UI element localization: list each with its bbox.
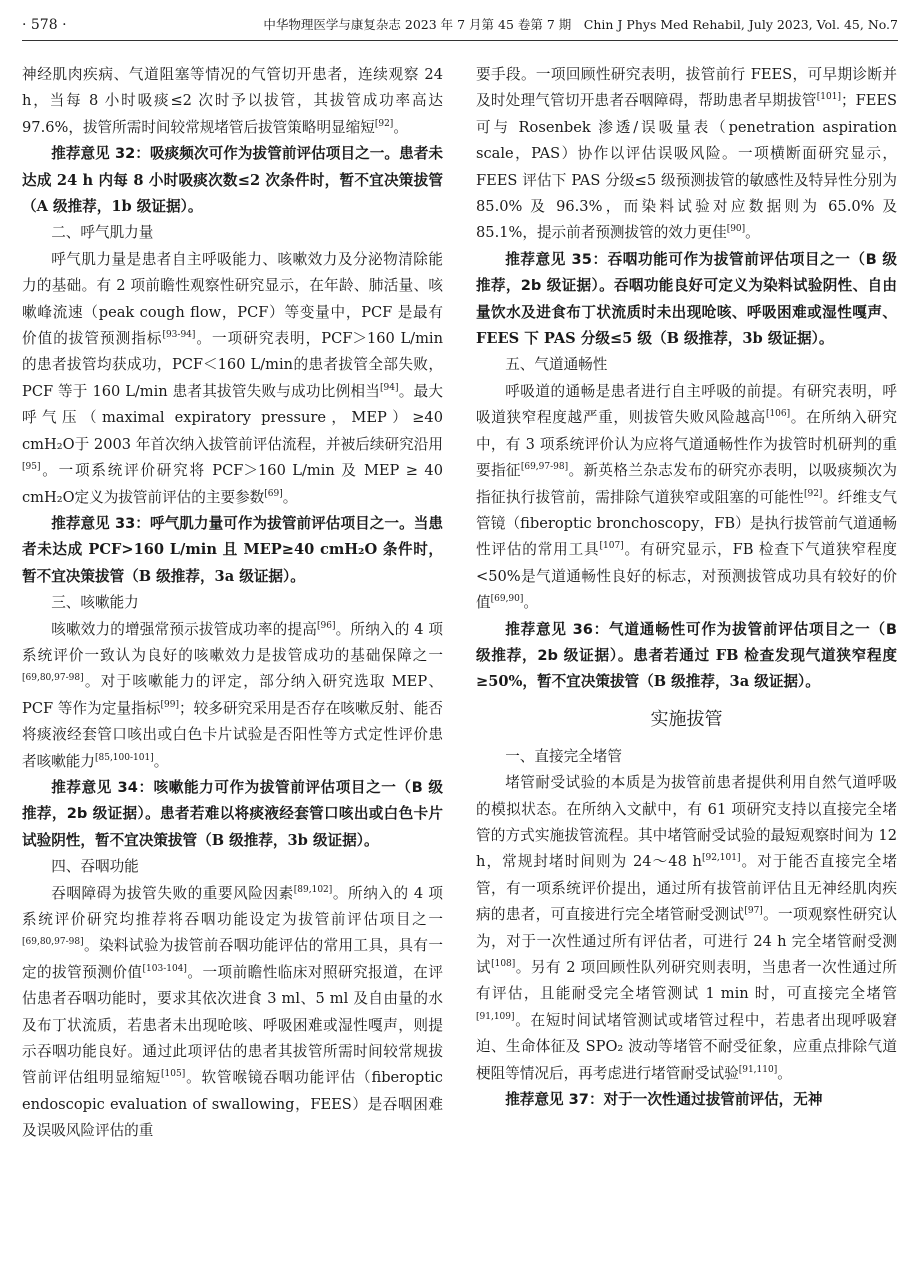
citation[interactable]: [107] [599, 541, 624, 552]
recommendation-35: 推荐意见 35：吞咽功能可作为拔管前评估项目之一（B 级推荐，2b 级证据）。吞咽功能良好可定义为染料试验阴性、自由量饮水及进食布丁状流质时未出现呛咳、呼吸困难或湿性嘎声、FEES 下 PAS 分级≤5 级（B 级推荐，3b 级证据）。 [476, 250, 897, 348]
citation[interactable]: [101] [816, 92, 841, 103]
recommendation-37: 推荐意见 37：对于一次性通过拔管前评估，无神 [505, 1091, 823, 1109]
citation[interactable]: [92,101] [701, 853, 741, 864]
citation[interactable]: [103-104] [142, 963, 187, 974]
left-column [22, 62, 443, 1145]
subsection-heading: 四、吞咽功能 [51, 858, 139, 876]
subsection-heading: 三、咳嗽能力 [51, 594, 139, 612]
subsection-heading: 一、直接完全堵管 [505, 747, 622, 765]
recommendation-32: 推荐意见 32：吸痰频次可作为拔管前评估项目之一。患者未达成 24 h 内每 8 小时吸痰次数≤2 次条件时，暂不宜决策拔管（A 级推荐，1b 级证据）。 [22, 145, 443, 216]
recommendation-34: 推荐意见 34：咳嗽能力可作为拔管前评估项目之一（B 级推荐，2b 级证据）。患者若难以将痰液经套管口咳出或白色卡片试验阴性，暂不宜决策拔管（B 级推荐，3b 级证据）。 [22, 778, 443, 849]
paragraph: 堵管耐受试验的本质是为拔管前患者提供利用自然气道呼吸的模拟状态。在所纳入文献中，有 61 项研究支持以直接完全堵管的方式实施拔管流程。其中堵管耐受试验的最短观察时间为 12 h，常规封堵时间则为 24～48 h[92,101]。对于能否直接完全堵管，有一项系统评价提出，通过所有拔管前评估且无神经肌肉疾病的患者，可直接进行完全堵管耐受测试[97]。一项观察性研究认为，对于一次性通过所有评估者，可进行 24 h 完全堵管耐受测试[108]。另有 2 项回顾性队列研究则表明，当患者一次性通过所有评估，且能耐受完全堵管测试 1 min 时，可直接完全堵管[91,109]。在短时间试堵管测试或堵管过程中，若患者出现呼吸窘迫、生命体征及 SPO₂ 波动等堵管不耐受征象，应重点排除气道梗阻等情况后，再考虑进行堵管耐受试验[91,110]。 [476, 774, 897, 1082]
citation[interactable]: [69,97-98] [520, 462, 569, 473]
citation[interactable]: [96] [316, 620, 336, 631]
recommendation-33: 推荐意见 33：呼气肌力量可作为拔管前评估项目之一。当患者未达成 PCF>160 L/min 且 MEP≥40 cmH₂O 条件时，暂不宜决策拔管（B 级推荐，3a 级证据）。 [22, 514, 443, 585]
citation[interactable]: [95] [22, 462, 41, 473]
page-number: · 578 · [22, 17, 67, 33]
recommendation-36: 推荐意见 36：气道通畅性可作为拔管前评估项目之一（B 级推荐，2b 级证据）。患者若通过 FB 检查发现气道狭窄程度≥50%，暂不宜决策拔管（B 级推荐，3a 级证据）。 [476, 620, 897, 691]
citation[interactable]: [108] [491, 959, 516, 970]
citation[interactable]: [106] [765, 409, 791, 420]
citation[interactable]: [94] [380, 383, 399, 394]
paragraph: 呼吸道的通畅是患者进行自主呼吸的前提。有研究表明，呼吸道狭窄程度越严重，则拔管失败风险越高[106]。在所纳入研究中，有 3 项系统评价认为应将气道通畅性作为拔管时机研判的重要指征[69,97-98]。新英格兰杂志发布的研究亦表明，以吸痰频次为指征执行拔管前，需排除气道狭窄或阻塞的可能性[92]。纤维支气管镜（fiberoptic bronchoscopy，FB）是执行拔管前气道通畅性评估的常用工具[107]。有研究显示，FB 检查下气道狭窄程度<50%是气道通畅性良好的标志，对预测拔管成功具有较好的价值[69,90]。 [476, 382, 897, 612]
citation[interactable]: [91,110] [738, 1064, 778, 1075]
citation[interactable]: [69,80,97-98] [22, 673, 84, 684]
citation[interactable]: [69,80,97-98] [22, 937, 84, 948]
citation[interactable]: [85,100-101] [94, 752, 154, 763]
citation[interactable]: [99] [160, 699, 179, 710]
subsection-heading: 五、气道通畅性 [505, 356, 608, 374]
paragraph: 吞咽障碍为拔管失败的重要风险因素[89,102]。所纳入的 4 项系统评价研究均推荐将吞咽功能设定为拔管前评估项目之一[69,80,97-98]。染料试验为拔管前吞咽功能评估的常用工具，具有一定的拔管预测价值[103-104]。一项前瞻性临床对照研究报道，在评估患者吞咽功能时，要求其依次进食 3 ml、5 ml 及自由量的水及布丁状流质，若患者未出现呛咳、呼吸困难或湿性嘎声，则提示吞咽功能良好。通过此项评估的患者其拔管所需时间较常规拔管前评估组明显缩短[105]。软管喉镜吞咽功能评估（fiberoptic endoscopic evaluation of swallowing，FEES）是吞咽困难及误吸风险评估的重 [22, 884, 443, 1140]
section-heading: 实施拔管 [650, 708, 723, 730]
journal-citation: 中华物理医学与康复杂志 2023 年 7 月第 45 卷第 7 期 Chin J Phys Med Rehabil, July 2023, Vol. 45, No.7 [263, 17, 898, 32]
citation[interactable]: [97] [744, 906, 763, 917]
paragraph: 呼气肌力量是患者自主呼吸能力、咳嗽效力及分泌物清除能力的基础。有 2 项前瞻性观察性研究显示，在年龄、肺活量、咳嗽峰流速（peak cough flow，PCF）等变量中，PCF 是最有价值的拔管预测指标[93-94]。一项研究表明，PCF＞160 L/min 的患者拔管均获成功，PCF＜160 L/min的患者拔管全部失败，PCF 等于 160 L/min 患者其拔管失败与成功比例相当[94]。最大呼气压（maximal expiratory pressure，MEP）≥40 cmH₂O于 2003 年首次纳入拔管前评估流程，并被后续研究沿用[95]。一项系统评价研究将 PCF＞160 L/min 及 MEP ≥ 40 cmH₂O定义为拔管前评估的主要参数[69]。 [22, 250, 443, 506]
citation[interactable]: [69] [264, 488, 283, 499]
citation[interactable]: [93-94] [162, 330, 196, 341]
paragraph: 要手段。一项回顾性研究表明，拔管前行 FEES，可早期诊断并及时处理气管切开患者吞咽障碍，帮助患者早期拔管[101]；FEES 可与 Rosenbek 渗透/误吸量表（penetration aspiration scale，PAS）协作以评估误吸风险。一项横断面研究显示，FEES 评估下 PAS 分级≤5 级预测拔管的敏感性及特异性分别为 85.0% 及 96.3%，而染料试验对应数据则为 65.0% 及 85.1%，提示前者预测拔管的效力更佳[90]。 [476, 66, 897, 242]
subsection-heading: 二、呼气肌力量 [51, 224, 154, 242]
citation[interactable]: [92] [803, 488, 823, 499]
citation[interactable]: [105] [161, 1069, 186, 1080]
citation[interactable]: [69,90] [490, 594, 524, 605]
paragraph: 神经肌肉疾病、气道阻塞等情况的气管切开患者，连续观察 24 h，当每 8 小时吸痰≤2 次时予以拔管，其拔管成功率高达 97.6%，拔管所需时间较常规堵管后拔管策略明显缩短[92]。 [22, 66, 443, 136]
running-header [22, 10, 898, 41]
citation[interactable]: [91,109] [476, 1011, 515, 1022]
right-column [476, 62, 897, 1113]
paragraph: 咳嗽效力的增强常预示拔管成功率的提高[96]。所纳入的 4 项系统评价一致认为良好的咳嗽效力是拔管成功的基础保障之一[69,80,97-98]。对于咳嗽能力的评定，部分纳入研究选取 MEP、PCF 等作为定量指标[99]；较多研究采用是否存在咳嗽反射、能否将痰液经套管口咳出或白色卡片试验是否阳性等方式定性评价患者咳嗽能力[85,100-101]。 [22, 620, 443, 770]
citation[interactable]: [90] [726, 224, 746, 235]
citation[interactable]: [92] [374, 118, 394, 129]
citation[interactable]: [89,102] [293, 884, 333, 895]
